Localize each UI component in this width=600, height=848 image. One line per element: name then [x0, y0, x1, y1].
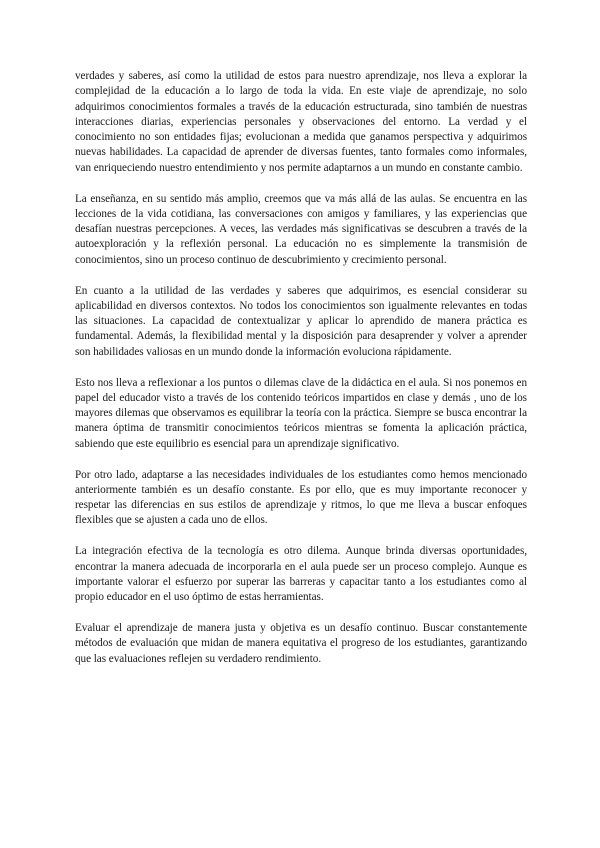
paragraph-5: Por otro lado, adaptarse a las necesidades individuales de los estudiantes como hemos mencionado anteriormente también es un desafío constante. Es por ello, que es muy importante reconocer y respetar las diferencias en sus estilos de aprendizaje y ritmos, lo que me lleva a buscar enfoques flexibles que se ajusten a cada uno de ellos. — [75, 468, 527, 527]
paragraph-7: Evaluar el aprendizaje de manera justa y objetiva es un desafío continuo. Buscar constantemente métodos de evaluación que midan de manera equitativa el progreso de los estudiantes, garantizando que las evaluaciones reflejen su verdadero rendimiento. — [75, 621, 527, 665]
paragraph-4: Esto nos lleva a reflexionar a los puntos o dilemas clave de la didáctica en el aula. Si nos ponemos en papel del educador visto a través de los contenido teóricos impartidos en clase y demás , uno de los mayores dilemas que observamos es equilibrar la teoría con la práctica. Siempre se busca encontrar la manera óptima de transmitir conocimientos teóricos mientras se fomenta la aplicación práctica, sabiendo que este equilibrio es esencial para un aprendizaje significativo. — [75, 376, 527, 450]
paragraph-6: La integración efectiva de la tecnología es otro dilema. Aunque brinda diversas oportunidades, encontrar la manera adecuada de incorporarla en el aula puede ser un proceso complejo. Aunque es importante valorar el esfuerzo por superar las barreras y capacitar tanto a los estudiantes como al propio educador en el uso óptimo de estas herramientas. — [75, 545, 527, 604]
paragraph-2: La enseñanza, en su sentido más amplio, creemos que va más allá de las aulas. Se encuentra en las lecciones de la vida cotidiana, las conversaciones con amigos y familiares, y las experiencias que desafían nuestras percepciones. A veces, las verdades más significativas se descubren a través de la autoexploración y la reflexión personal. La educación no es simplemente la transmisión de conocimientos, sino un proceso continuo de descubrimiento y crecimiento personal. — [75, 192, 527, 266]
paragraph-1: verdades y saberes, así como la utilidad de estos para nuestro aprendizaje, nos lleva a explorar la complejidad de la educación a lo largo de toda la vida. En este viaje de aprendizaje, no solo adquirimos conocimientos formales a través de la educación estructurada, sino también de nuestras interacciones diarias, experiencias personales y observaciones del entorno. La verdad y el conocimiento no son entidades fijas; evolucionan a medida que ganamos perspectiva y adquirimos nuevas habilidades. La capacidad de aprender de diversas fuentes, tanto formales como informales, van enriqueciendo nuestro entendimiento y nos permite adaptarnos a un mundo en constante cambio. — [75, 70, 527, 174]
paragraph-3: En cuanto a la utilidad de las verdades y saberes que adquirimos, es esencial considerar su aplicabilidad en diversos contextos. No todos los conocimientos son igualmente relevantes en todas las situaciones. La capacidad de contextualizar y aplicar lo aprendido de manera práctica es fundamental. Además, la flexibilidad mental y la disposición para desaprender y volver a aprender son habilidades valiosas en un mundo donde la información evoluciona rápidamente. — [75, 284, 527, 358]
document-body — [75, 69, 527, 682]
